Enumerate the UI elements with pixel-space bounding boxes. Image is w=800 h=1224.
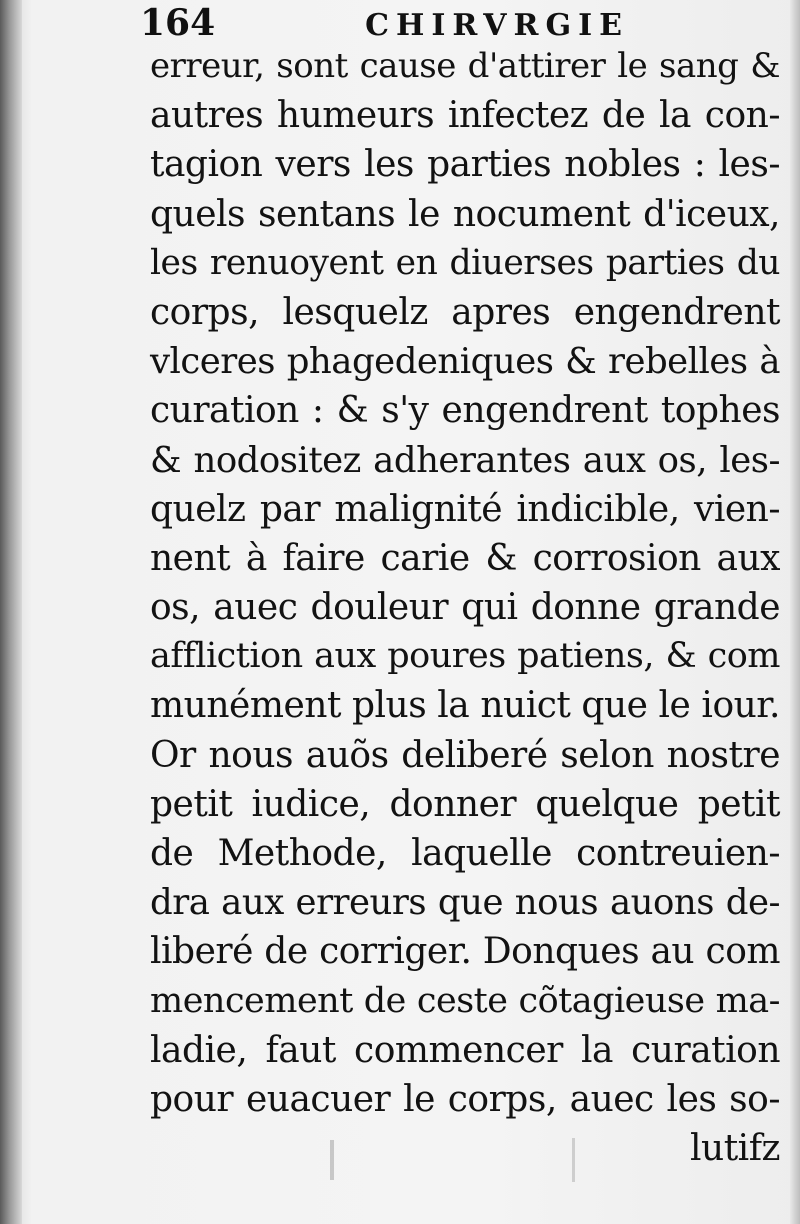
- text-line: & nodositez adherantes aux os, les-: [150, 439, 780, 481]
- text-line: quelz par malignité indicible, vien-: [150, 488, 780, 530]
- page-edge: [790, 0, 800, 1224]
- text-line: mencement de ceste cõtagieuse ma-: [150, 980, 780, 1021]
- show-through-mark: [572, 1138, 575, 1182]
- text-line-catchword: lutifz: [690, 1128, 780, 1170]
- text-line: corps, lesquelz apres engendrent: [150, 291, 780, 333]
- page-gutter: [0, 0, 22, 1224]
- text-line: affliction aux poures patiens, & com: [150, 636, 780, 677]
- text-line: pour euacuer le corps, auec les so-: [150, 1078, 780, 1120]
- text-line: vlceres phagedeniques & rebelles à: [150, 341, 780, 383]
- text-line: erreur, sont cause d'attirer le sang &: [150, 46, 780, 86]
- text-line: nent à faire carie & corrosion aux: [150, 537, 780, 579]
- page-number: 164: [140, 2, 216, 44]
- show-through-mark: [330, 1140, 334, 1180]
- text-line: quels sentans le nocument d'iceux,: [150, 193, 780, 235]
- text-line: les renuoyent en diuerses parties du: [150, 242, 780, 283]
- text-line: Or nous auõs deliberé selon nostre: [150, 734, 780, 776]
- text-line: dra aux erreurs que nous auons de-: [150, 882, 780, 924]
- text-line: tagion vers les parties nobles : les-: [150, 144, 780, 186]
- text-line: autres humeurs infectez de la con-: [150, 95, 780, 137]
- text-line: petit iudice, donner quelque petit: [150, 783, 780, 825]
- text-line: de Methode, laquelle contreuien-: [150, 833, 780, 874]
- text-line: ladie, faut commencer la curation: [150, 1029, 780, 1071]
- text-line: munément plus la nuict que le iour.: [150, 685, 780, 727]
- body-text: [150, 42, 780, 1173]
- running-title: CHIRVRGIE: [365, 8, 630, 43]
- text-line: curation : & s'y engendrent tophes: [150, 390, 780, 432]
- page-header: [140, 2, 629, 42]
- text-line: liberé de corriger. Donques au com: [150, 931, 780, 973]
- text-line: os, auec douleur qui donne grande: [150, 587, 780, 629]
